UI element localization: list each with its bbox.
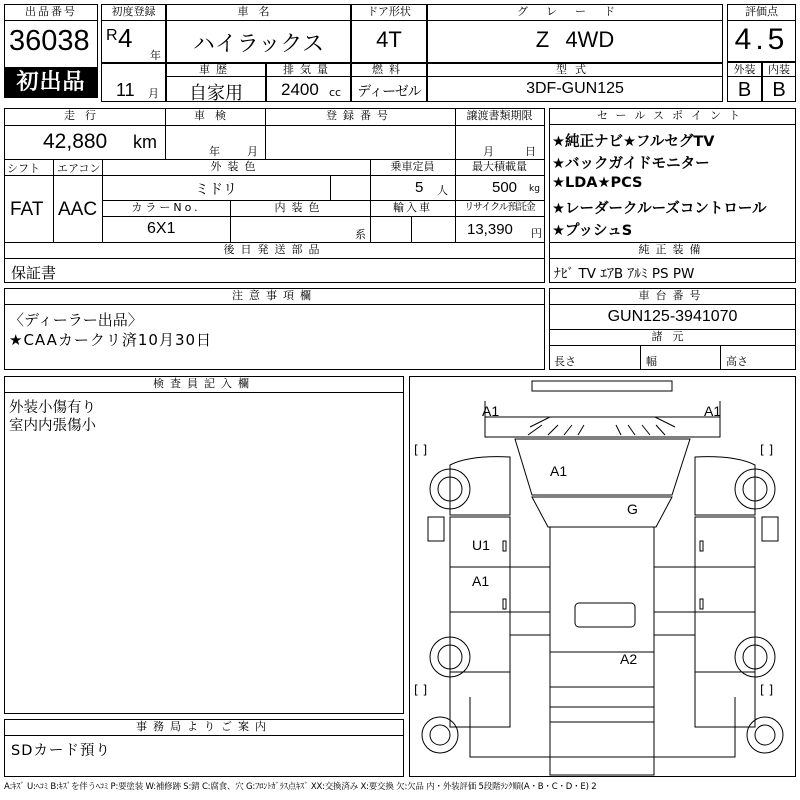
later-parts-label: 後日発送部品	[223, 243, 326, 256]
bracket-mark: [ ]	[414, 443, 428, 457]
damage-legend: A:ｷｽﾞ U:ﾍｺﾐ B:ｷｽﾞを伴うﾍｺﾐ P:要塗装 W:補修跡 S:錆 C:腐食、穴 G:ﾌﾛﾝﾄｶﾞﾗｽ点ｷｽﾞ XX:交換済み X:要交換 欠:欠品 内・外装評価 5段階ﾗﾝｸ順(A・B・C・D・E) 2	[4, 782, 597, 792]
spec-length-label: 長さ	[554, 355, 576, 368]
later-parts-value: 保証書	[11, 264, 57, 282]
inspection-label: 車検	[194, 109, 236, 122]
bracket-mark: [ ]	[414, 683, 428, 697]
int-color-suffix: 系	[355, 228, 366, 241]
door-label: ドア形状	[352, 5, 426, 21]
damage-mark-bed: A2	[620, 651, 638, 667]
door-box	[351, 4, 427, 64]
inspector-line: 室内内張傷小	[9, 418, 96, 434]
color-no-value: 6X1	[147, 220, 176, 237]
month-box	[101, 62, 166, 102]
fuel-label: 燃料	[352, 63, 426, 77]
car-name-label: 車名	[167, 5, 350, 21]
chassis-label: 車台番号	[550, 289, 795, 305]
inspector-label: 検査員記入欄	[5, 377, 403, 393]
displacement-box	[266, 62, 351, 102]
first-registration-label: 初度登録	[102, 5, 165, 21]
sales-points-label: セールスポイント	[550, 109, 795, 125]
spec-width-label: 幅	[646, 355, 657, 368]
max-load-unit: kg	[529, 184, 540, 194]
mileage-value: 42,880	[43, 130, 108, 153]
damage-mark-front-left: A1	[482, 403, 500, 419]
auction-number-box	[4, 4, 98, 68]
equipment-label: 純正装備	[638, 243, 707, 256]
notes-label: 注意事項欄	[5, 289, 544, 305]
notes-box	[4, 288, 545, 370]
transfer-deadline-label: 譲渡書類期限	[466, 109, 533, 122]
car-diagram-frame	[409, 376, 796, 777]
mileage-label: 走行	[64, 109, 106, 122]
spec-height-label: 高さ	[726, 355, 748, 368]
capacity-unit: 人	[437, 184, 448, 197]
capacity-label: 乗車定員	[390, 160, 435, 173]
ext-color-label: 外装色	[210, 160, 262, 173]
inspection-year-unit: 年	[209, 145, 220, 158]
first-registration-box	[101, 4, 166, 64]
score-value: 4.5	[734, 23, 789, 56]
aircon-value: AAC	[58, 199, 98, 220]
era-letter: R	[106, 27, 118, 44]
shift-label: シフト	[7, 162, 40, 175]
sales-point-item: ★純正ナビ★フルセグTV	[552, 134, 715, 150]
car-name-box	[166, 4, 351, 64]
damage-mark-front-door: U1	[472, 537, 490, 553]
history-value: 自家用	[189, 83, 243, 102]
max-load-value: 500	[492, 179, 518, 196]
mileage-unit: km	[133, 132, 157, 152]
inspector-line: 外装小傷有り	[9, 400, 96, 416]
recycle-label: リサイクル預託金	[464, 202, 535, 213]
max-load-label: 最大積載量	[472, 160, 527, 173]
bracket-mark: [ ]	[760, 443, 774, 457]
exterior-score-label: 外装	[728, 63, 761, 77]
displacement-label: 排気量	[267, 63, 350, 77]
score-box	[727, 4, 796, 62]
sales-point-item: ★バックガイドモニター	[552, 156, 710, 172]
model-code-value: 3DF-GUN125	[526, 80, 624, 97]
displacement-unit: cc	[329, 86, 342, 99]
year-unit: 年	[150, 49, 161, 62]
inspector-box	[4, 376, 404, 714]
fuel-box	[351, 62, 427, 102]
office-box	[4, 719, 404, 777]
exterior-score-value: B	[737, 79, 752, 101]
ext-color-value: ミドリ	[195, 182, 237, 198]
aircon-label: エアコン	[57, 162, 101, 175]
notes-line: ★CAAカークリ済10月30日	[9, 331, 213, 349]
office-label: 事務局よりご案内	[5, 720, 403, 736]
damage-mark-front-right: A1	[704, 403, 722, 419]
recycle-value: 13,390	[467, 221, 513, 238]
interior-score-value: B	[772, 79, 786, 101]
notes-line: 〈ディーラー出品〉	[9, 311, 143, 329]
first-listing-badge: 初出品	[4, 68, 98, 98]
damage-mark-bonnet: A1	[550, 463, 568, 479]
import-label: 輸入車	[393, 201, 432, 214]
exterior-score-box	[727, 62, 762, 102]
first-reg-month: 11	[116, 80, 135, 100]
fuel-value: ディーゼル	[357, 84, 421, 100]
recycle-unit: 円	[531, 227, 542, 240]
grade-label: グレード	[428, 5, 722, 21]
inspection-month-unit: 月	[247, 145, 258, 158]
model-code-box	[427, 62, 723, 102]
sales-point-item: ★LDA★PCS	[552, 175, 643, 191]
door-value: 4T	[376, 27, 402, 52]
damage-mark-rear-door: A1	[472, 573, 490, 589]
grade-value: Z 4WD	[535, 27, 615, 52]
auction-number-value: 36038	[9, 25, 90, 57]
equipment-value: ﾅﾋﾞ TV ｴｱB ｱﾙﾐ PS PW	[554, 266, 695, 282]
specs-label: 諸元	[651, 330, 694, 343]
month-unit: 月	[148, 87, 159, 100]
interior-score-box	[762, 62, 796, 102]
history-label: 車歴	[167, 63, 265, 77]
car-name-value: ハイラックス	[192, 32, 325, 57]
chassis-box	[549, 288, 796, 370]
sales-points-box	[549, 108, 796, 283]
displacement-value: 2400	[281, 80, 319, 99]
score-label: 評価点	[728, 5, 795, 21]
color-no-label: カラーNo.	[131, 201, 201, 214]
transfer-day-unit: 日	[525, 145, 536, 158]
model-code-label: 型式	[428, 63, 722, 77]
plate-label: 登録番号	[326, 109, 394, 122]
int-color-label: 内装色	[274, 201, 326, 214]
history-box	[166, 62, 266, 102]
vehicle-info-table	[4, 108, 545, 283]
capacity-value: 5	[415, 179, 424, 196]
interior-score-label: 内装	[763, 63, 795, 77]
office-value: SDカード預り	[11, 743, 111, 759]
grade-box	[427, 4, 723, 64]
bracket-mark: [ ]	[760, 683, 774, 697]
sales-point-item: ★レーダークルーズコントロール	[552, 201, 767, 217]
sales-point-item: ★プッシュS	[552, 223, 633, 239]
first-reg-year: 4	[118, 23, 133, 53]
damage-mark-windshield: G	[627, 501, 638, 517]
shift-value: FAT	[10, 199, 44, 220]
transfer-month-unit: 月	[483, 145, 494, 158]
car-diagram	[410, 377, 795, 776]
auction-number-label: 出品番号	[5, 5, 97, 21]
chassis-value: GUN125-3941070	[607, 308, 738, 325]
